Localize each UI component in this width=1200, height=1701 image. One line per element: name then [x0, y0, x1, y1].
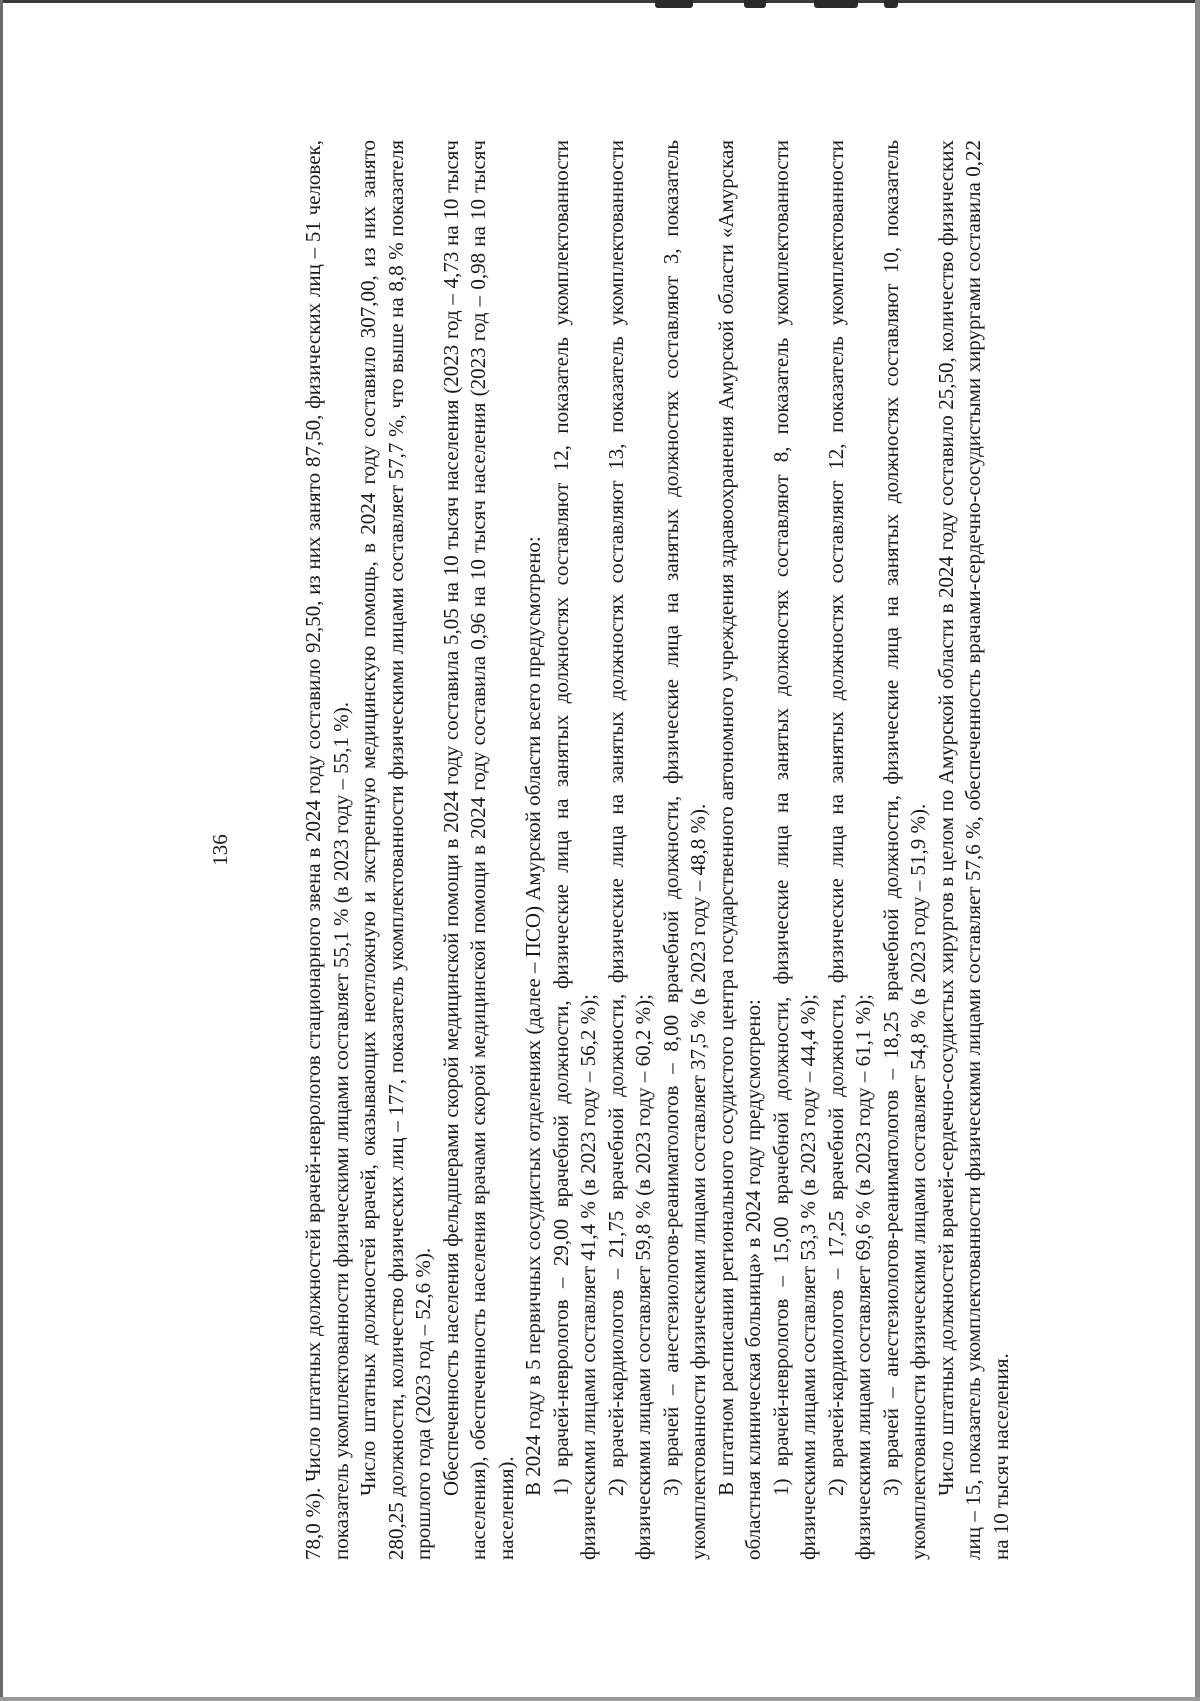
paragraph: В 2024 году в 5 первичных сосудистых отделениях (далее – ПСО) Амурской области всего предусмотрено: — [521, 536, 545, 1496]
scan-edge-left — [0, 0, 3, 1701]
scan-edge-top — [0, 0, 1200, 3]
list-item: 1) врачей-неврологов – 15,00 врачебной должности, физические лица на занятых должностях составляют 8, показатель укомплектованности физическими лицами составляет 53,3 % (в 2023 году – 44,4 %); — [768, 140, 820, 1560]
scan-edge-bottom — [0, 1697, 1200, 1701]
scan-artifact — [655, 0, 693, 8]
scan-artifact — [814, 0, 858, 8]
paragraph: Обеспеченность населения фельдшерами скорой медицинской помощи в 2024 году составила 5,05 на 10 тысяч населения (2023 год – 4,73 на 10 тысяч населения), обеспеченность населения врачами скорой медицинской помощи в 2024 году составила 0,96 на 10 тысяч населения (2023 год – 0,98 на 10 тысяч населения). — [438, 140, 518, 1560]
list-item: 3) врачей – анестезиологов-реаниматологов – 18,25 врачебной должности, физические лица на занятых должностях составляют 10, показатель укомплектованности физическими лицами составляет 54,8 % (в 2023 году – 51,9 %). — [878, 140, 930, 1560]
paragraph: 78,0 %). Число штатных должностей врачей-неврологов стационарного звена в 2024 году составило 92,50, из них занято 87,50, физических лиц – 51 человек, показатель укомплектованности физическими лицами составляет 55,1 % (в 2023 году – 55,1 %). — [301, 140, 353, 1560]
body-text — [300, 140, 1015, 1560]
rotated-document-page — [190, 140, 1013, 1560]
list-item: 2) врачей-кардиологов – 17,25 врачебной должности, физические лица на занятых должностях составляют 12, показатель укомплектованности физическими лицами составляет 69,6 % (в 2023 году – 61,1 %); — [823, 140, 875, 1560]
paragraph: Число штатных должностей врачей-сердечно-сосудистых хирургов в целом по Амурской области в 2024 году составило 25,50, количество физических лиц – 15, показатель укомплектованности физическими лицами составляет 57,6 %, обеспеченность врачами-сердечно-сосудистыми хирургами составила 0,22 на 10 тысяч населения. — [933, 140, 1013, 1560]
scan-artifact — [744, 0, 766, 8]
list-item: 2) врачей-кардиологов – 21,75 врачебной должности, физические лица на занятых должностях составляют 13, показатель укомплектованности физическими лицами составляет 59,8 % (в 2023 году – 60,2 %); — [603, 140, 655, 1560]
scan-artifact — [884, 0, 898, 8]
paragraph: В штатном расписании регионального сосудистого центра государственного автономного учреждения здравоохранения Амурской области «Амурская областная клиническая больница» в 2024 году предусмотрено: — [713, 140, 765, 1560]
paragraph: Число штатных должностей врачей, оказывающих неотложную и экстренную медицинскую помощь, в 2024 году составило 307,00, из них занято 280,25 должности, количество физических лиц – 177, показатель укомплектованности физическими лицами составляет 57,7 %, что выше на 8,8 % показателя прошлого года (2023 год – 52,6 %). — [356, 140, 435, 1560]
list-item: 3) врачей – анестезиологов-реаниматологов – 8,00 врачебной должности, физические лица на занятых должностях составляют 3, показатель укомплектованности физическими лицами составляет 37,5 % (в 2023 году – 48,8 %). — [658, 140, 710, 1560]
scan-edge-right — [1195, 0, 1200, 1701]
list-item: 1) врачей-неврологов – 29,00 врачебной должности, физические лица на занятых должностях составляют 12, показатель укомплектованности физическими лицами составляет 41,4 % (в 2023 году – 56,2 %); — [548, 140, 600, 1560]
page-number: 136 — [208, 834, 232, 866]
